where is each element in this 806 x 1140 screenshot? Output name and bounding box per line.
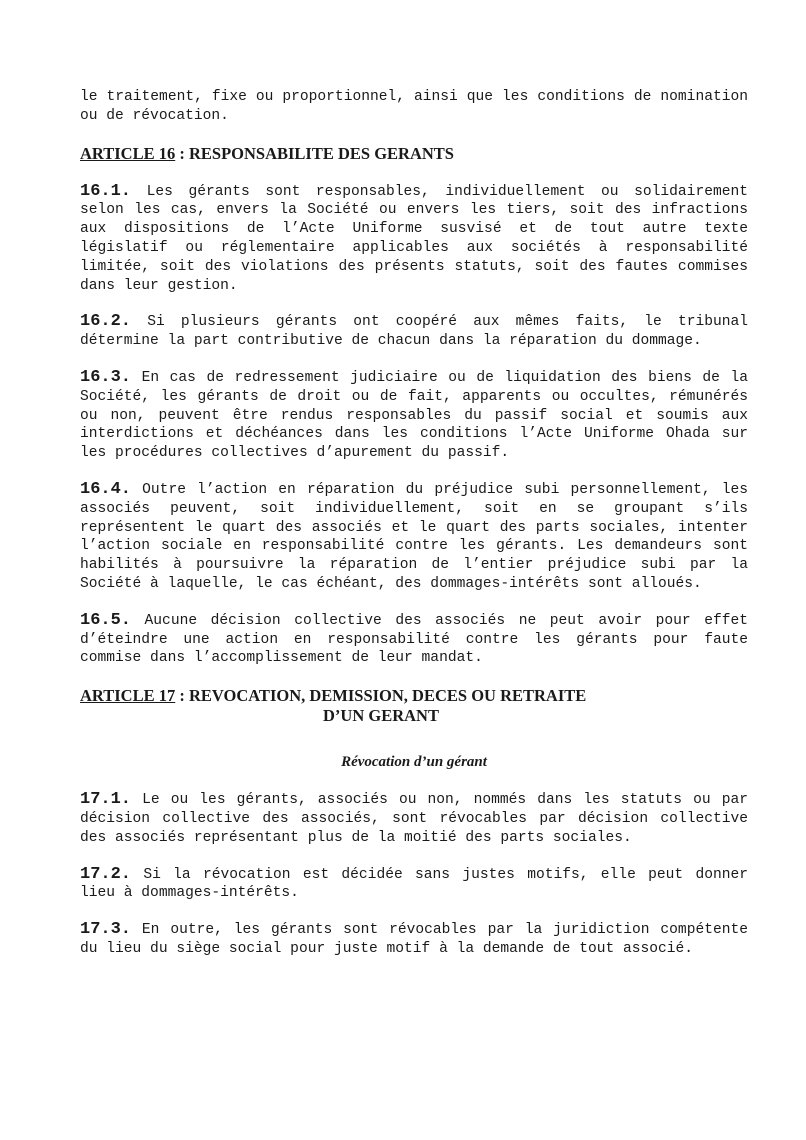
- article-16-title: RESPONSABILITE DES GERANTS: [188, 143, 454, 163]
- section-subtitle: Révocation d’un gérant: [341, 754, 487, 771]
- paragraph-number: 16.4.: [80, 479, 132, 499]
- paragraph-number: 17.2.: [80, 864, 132, 884]
- paragraph-number: 16.1.: [80, 181, 132, 201]
- paragraph-text: Si plusieurs gérants ont coopéré aux mêmes faits, le tribunal détermine la part contributive de chacun dans la réparation du dommage.: [80, 314, 749, 350]
- paragraph-16-1: [80, 183, 748, 296]
- paragraph-text: Aucune décision collective des associés ne peut avoir pour effet d’éteindre une action en responsabilité contre les gérants pour faute commise dans l’accomplissement de leur mandat.: [80, 612, 748, 667]
- paragraph-17-3: [80, 921, 748, 959]
- paragraph-text: Si la révocation est décidée sans justes motifs, elle peut donner lieu à dommages-intérêts.: [80, 866, 749, 902]
- paragraph-17-2: [80, 866, 748, 904]
- article-17-separator: :: [175, 686, 189, 706]
- paragraph-16-4: [80, 481, 748, 594]
- paragraph-text: En outre, les gérants sont révocables par la juridiction compétente du lieu du siège social pour juste motif à la demande de tout associé.: [80, 922, 748, 957]
- paragraph-text: Outre l’action en réparation du préjudice subi personnellement, les associés peuvent, soit individuellement, soit en se groupant s’ils représentent le quart des associés et le quart des parts sociales, intenter l’action sociale en responsabilité contre les gérants. Les demandeurs sont habilités à poursuivre la réparation de l’entier préjudice subi par la Société à laquelle, le cas échéant, des dommages-intérêts sont alloués.: [80, 481, 749, 592]
- paragraph-number: 17.3.: [80, 920, 132, 940]
- intro-paragraph: le traitement, fixe ou proportionnel, ainsi que les conditions de nomination ou de révocation.: [80, 89, 748, 124]
- paragraph-text: Le ou les gérants, associés ou non, nommés dans les statuts ou par décision collective des associés, sont révocables par décision collective des associés représentant plus de la moitié des parts sociales.: [80, 792, 748, 846]
- paragraph-16-5: [80, 612, 748, 668]
- article-16-heading: [80, 144, 748, 164]
- article-16-separator: :: [175, 143, 189, 163]
- article-16-label: ARTICLE 16: [80, 143, 176, 163]
- paragraph-16-2: [80, 313, 748, 351]
- article-17-title-line1: REVOCATION, DEMISSION, DECES OU RETRAITE: [188, 686, 587, 706]
- paragraph-number: 16.2.: [80, 312, 132, 332]
- article-17-label: ARTICLE 17: [80, 686, 176, 706]
- paragraph-16-3: [80, 369, 748, 463]
- article-17-heading: [80, 686, 748, 726]
- article-17-title-line2: D’UN GERANT: [323, 706, 439, 726]
- paragraph-number: 16.5.: [80, 610, 132, 630]
- paragraph-text: En cas de redressement judiciaire ou de liquidation des biens de la Société, les gérants de droit ou de fait, apparents ou occultes, rémunérés ou non, peuvent être rendus responsables du passif social et soumis aux interdictions et déchéances dans les conditions l’Acte Uniforme Ohada sur les procédures collectives d’apurement du passif.: [80, 369, 748, 462]
- paragraph-number: 17.1.: [80, 790, 132, 810]
- paragraph-text: Les gérants sont responsables, individuellement ou solidairement selon les cas, envers la Société ou envers les tiers, soit des infractions aux dispositions de l’Acte Uniforme susvisé et de tout autre texte législatif ou réglementaire applicables aux sociétés à responsabilité limitée, soit des violations des présents statuts, soit des fautes commises dans leur gestion.: [80, 183, 748, 294]
- paragraph-number: 16.3.: [80, 367, 132, 387]
- paragraph-17-1: [80, 791, 748, 847]
- document-page: [80, 88, 748, 977]
